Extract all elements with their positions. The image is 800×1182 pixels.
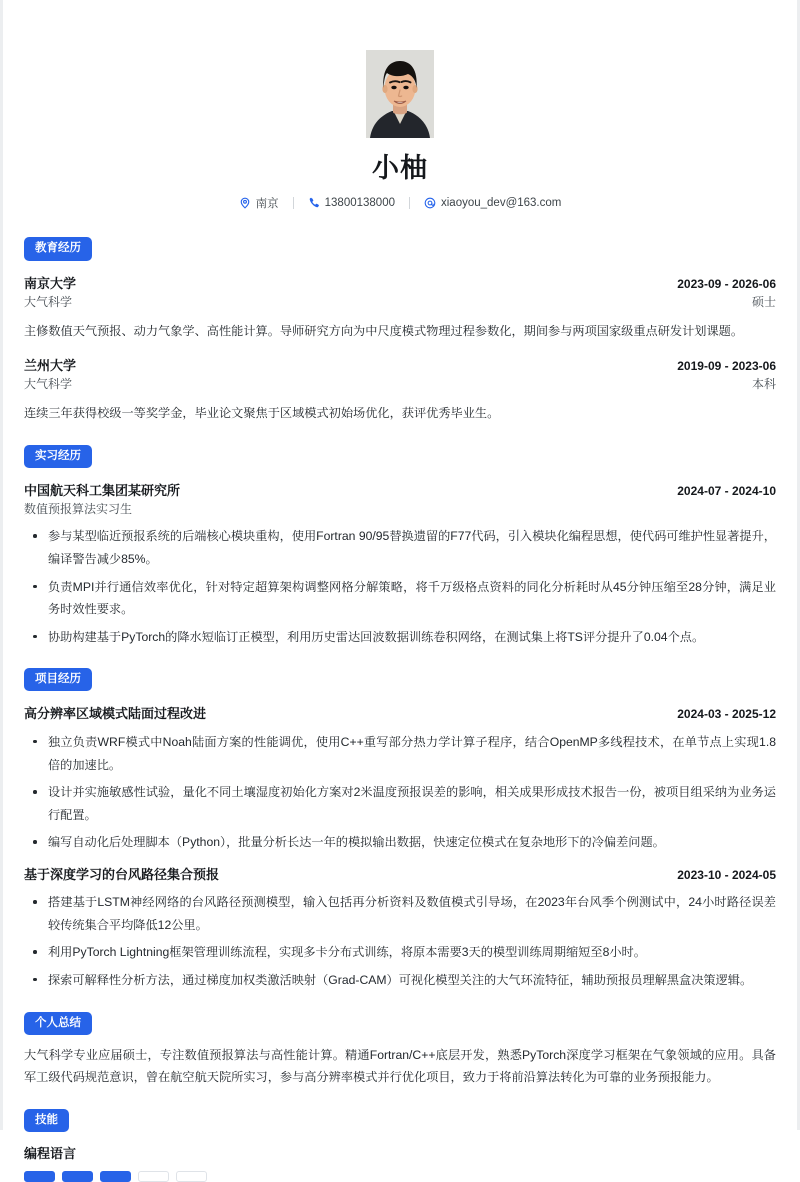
company-name: 中国航天科工集团某研究所 — [24, 482, 181, 498]
project-bullets — [24, 731, 776, 854]
section-badge-summary: 个人总结 — [24, 1012, 92, 1035]
list-item: 负责MPI并行通信效率优化，针对特定超算架构调整网格分解策略，将千万级格点资料的同化分析耗时从45分钟压缩至28分钟，满足业务时效性要求。 — [24, 576, 776, 621]
contact-location — [225, 195, 293, 211]
school-name: 南京大学 — [24, 275, 77, 291]
contact-list — [24, 195, 776, 211]
section-badge-internship: 实习经历 — [24, 445, 92, 468]
entry-header — [24, 274, 776, 294]
entry-date: 2023-09 - 2026-06 — [677, 276, 776, 291]
project-entry — [24, 704, 776, 853]
list-item: 独立负责WRF模式中Noah陆面方案的性能调优，使用C++重写部分热力学计算子程序，结合OpenMP多线程技术，在单节点上实现1.8倍的加速比。 — [24, 731, 776, 776]
skill-segment-filled — [100, 1171, 131, 1182]
degree: 硕士 — [751, 295, 776, 310]
education-entry — [24, 274, 776, 343]
list-item: 搭建基于LSTM神经网络的台风路径预测模型，输入包括再分析资料及数值模式引导场，在2023年台风季个例测试中，24小时路径误差较传统集合平均降低12公里。 — [24, 891, 776, 936]
page-title: 小柚 — [372, 153, 428, 183]
section-projects — [24, 668, 776, 991]
school-name: 兰州大学 — [24, 357, 77, 373]
list-item: 参与某型临近预报系统的后端核心模块重构，使用Fortran 90/95替换遗留的F77代码，引入模块化编程思想，使代码可维护性显著提升，编译警告减少85%。 — [24, 525, 776, 570]
section-summary — [24, 1012, 776, 1089]
section-internship — [24, 445, 776, 649]
skill-segment-filled — [24, 1171, 55, 1182]
list-item: 设计并实施敏感性试验，量化不同土壤湿度初始化方案对2米温度预报误差的影响，相关成果形成技术报告一份，被项目组采纳为业务运行配置。 — [24, 781, 776, 826]
entry-header — [24, 356, 776, 376]
contact-email-label: xiaoyou_dev@163.com — [441, 197, 562, 210]
entry-header — [24, 481, 776, 501]
education-entry — [24, 356, 776, 425]
entry-date: 2024-03 - 2025-12 — [677, 707, 776, 722]
contact-location-label: 南京 — [255, 198, 279, 211]
skill-item — [24, 1144, 776, 1182]
section-badge-education: 教育经历 — [24, 237, 92, 260]
entry-header — [24, 865, 776, 885]
list-item: 探索可解释性分析方法，通过梯度加权类激活映射（Grad-CAM）可视化模型关注的大气环流特征，辅助预报员理解黑盒决策逻辑。 — [24, 969, 776, 992]
skill-segment-empty — [176, 1171, 207, 1182]
section-badge-projects: 项目经历 — [24, 668, 92, 691]
education-description: 连续三年获得校级一等奖学金，毕业论文聚焦于区域模式初始场优化，获评优秀毕业生。 — [24, 406, 500, 421]
section-skills — [24, 1109, 776, 1182]
list-item: 编写自动化后处理脚本（Python），批量分析长达一年的模拟输出数据，快速定位模式在复杂地形下的冷偏差问题。 — [24, 831, 776, 854]
major: 大气科学 — [24, 377, 73, 392]
job-role: 数值预报算法实习生 — [24, 502, 133, 517]
entry-subheader — [24, 375, 776, 393]
location-pin-icon — [239, 197, 251, 209]
internship-entry — [24, 481, 776, 648]
entry-subheader — [24, 293, 776, 311]
entry-date: 2024-07 - 2024-10 — [677, 483, 776, 498]
phone-icon — [308, 197, 320, 209]
internship-bullets — [24, 525, 776, 648]
entry-date: 2023-10 - 2024-05 — [677, 867, 776, 882]
project-entry — [24, 865, 776, 992]
project-name: 高分辨率区域模式陆面过程改进 — [24, 706, 207, 722]
section-education — [24, 237, 776, 424]
skill-label: 编程语言 — [24, 1146, 77, 1162]
project-bullets — [24, 891, 776, 991]
contact-phone-label: 13800138000 — [324, 197, 395, 210]
resume-header — [24, 0, 776, 211]
summary-text: 大气科学专业应届硕士，专注数值预报算法与高性能计算。精通Fortran/C++底层开发，熟悉PyTorch深度学习框架在气象领域的应用。具备军工级代码规范意识，曾在航空航天院所实习，参与高分辨率模式并行优化项目，致力于将前沿算法转化为可靠的业务预报能力。 — [24, 1047, 776, 1085]
skill-level-meter — [24, 1171, 776, 1182]
project-name: 基于深度学习的台风路径集合预报 — [24, 866, 220, 882]
list-item: 利用PyTorch Lightning框架管理训练流程，实现多卡分布式训练，将原本需要3天的模型训练周期缩短至8小时。 — [24, 941, 776, 964]
skill-segment-filled — [62, 1171, 93, 1182]
degree: 本科 — [751, 377, 776, 392]
email-at-icon — [424, 197, 436, 209]
contact-email — [410, 197, 575, 209]
list-item: 协助构建基于PyTorch的降水短临订正模型，利用历史雷达回波数据训练卷积网络，在测试集上将TS评分提升了0.04个点。 — [24, 626, 776, 649]
education-description: 主修数值天气预报、动力气象学、高性能计算。导师研究方向为中尺度模式物理过程参数化，期间参与两项国家级重点研发计划课题。 — [24, 324, 744, 339]
contact-phone — [294, 197, 409, 209]
avatar — [366, 50, 434, 138]
section-badge-skills: 技能 — [24, 1109, 69, 1132]
major: 大气科学 — [24, 295, 73, 310]
entry-date: 2019-09 - 2023-06 — [677, 358, 776, 373]
entry-header — [24, 704, 776, 724]
skill-segment-empty — [138, 1171, 169, 1182]
